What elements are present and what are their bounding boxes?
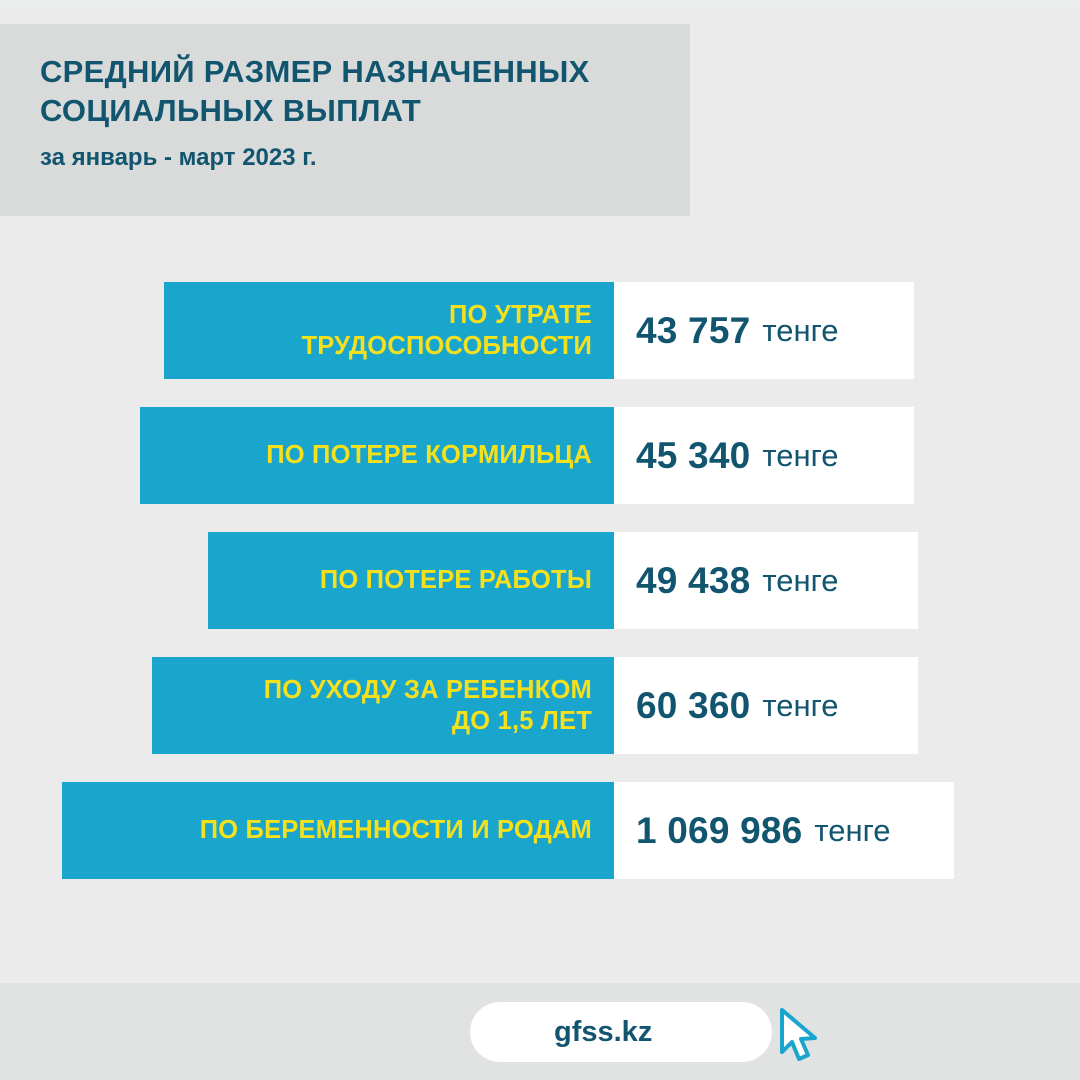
bar-label-line-1: ПО УТРАТЕ — [449, 300, 592, 329]
bar-chart — [0, 282, 1080, 907]
page-title-line-2: СОЦИАЛЬНЫХ ВЫПЛАТ — [40, 93, 422, 128]
bar-label-line-1: ПО ПОТЕРЕ РАБОТЫ — [319, 566, 592, 594]
bar-label-line-1: ПО ПОТЕРЕ КОРМИЛЬЦА — [266, 441, 592, 469]
bar-value-box — [614, 532, 918, 629]
mouse-cursor-icon — [778, 1008, 824, 1068]
chart-row — [0, 532, 1080, 629]
title-block — [0, 24, 690, 216]
bar-value-box — [614, 282, 914, 379]
bar-value-unit: тенге — [762, 562, 839, 598]
bar-label-utrata-trudosposobnosti — [164, 282, 614, 379]
bar-label-beremennost-i-rody — [62, 782, 614, 879]
bar-value-number: 1 069 986 — [636, 809, 803, 851]
bar-value-number: 43 757 — [636, 309, 751, 351]
page-title-line-1: СРЕДНИЙ РАЗМЕР НАЗНАЧЕННЫХ — [40, 54, 590, 89]
website-pill[interactable] — [470, 1002, 772, 1062]
bar-value-unit: тенге — [814, 812, 891, 848]
bar-label-line-1: ПО УХОДУ ЗА РЕБЕНКОМ — [263, 675, 592, 704]
website-label: gfss.kz — [554, 1015, 653, 1048]
bar-value-unit: тенге — [762, 437, 839, 473]
chart-row — [0, 782, 1080, 879]
chart-row — [0, 407, 1080, 504]
bar-value-number: 60 360 — [636, 684, 751, 726]
bar-label-potere-kormiltsa — [140, 407, 614, 504]
chart-row — [0, 282, 1080, 379]
bar-value-number: 45 340 — [636, 434, 751, 476]
bar-value-box — [614, 657, 918, 754]
page-subtitle: за январь - март 2023 г. — [40, 144, 317, 171]
bar-value-number: 49 438 — [636, 559, 751, 601]
bar-value-box — [614, 782, 954, 879]
bar-label-uhod-za-rebenkom — [152, 657, 614, 754]
chart-row — [0, 657, 1080, 754]
bar-value-box — [614, 407, 914, 504]
bar-value-unit: тенге — [762, 687, 839, 723]
bar-label-potere-raboty — [208, 532, 614, 629]
bar-value-unit: тенге — [762, 312, 839, 348]
bar-label-line-2: ДО 1,5 ЛЕТ — [451, 706, 592, 735]
bar-label-line-1: ПО БЕРЕМЕННОСТИ И РОДАМ — [199, 816, 592, 844]
bar-label-line-2: ТРУДОСПОСОБНОСТИ — [301, 331, 592, 360]
